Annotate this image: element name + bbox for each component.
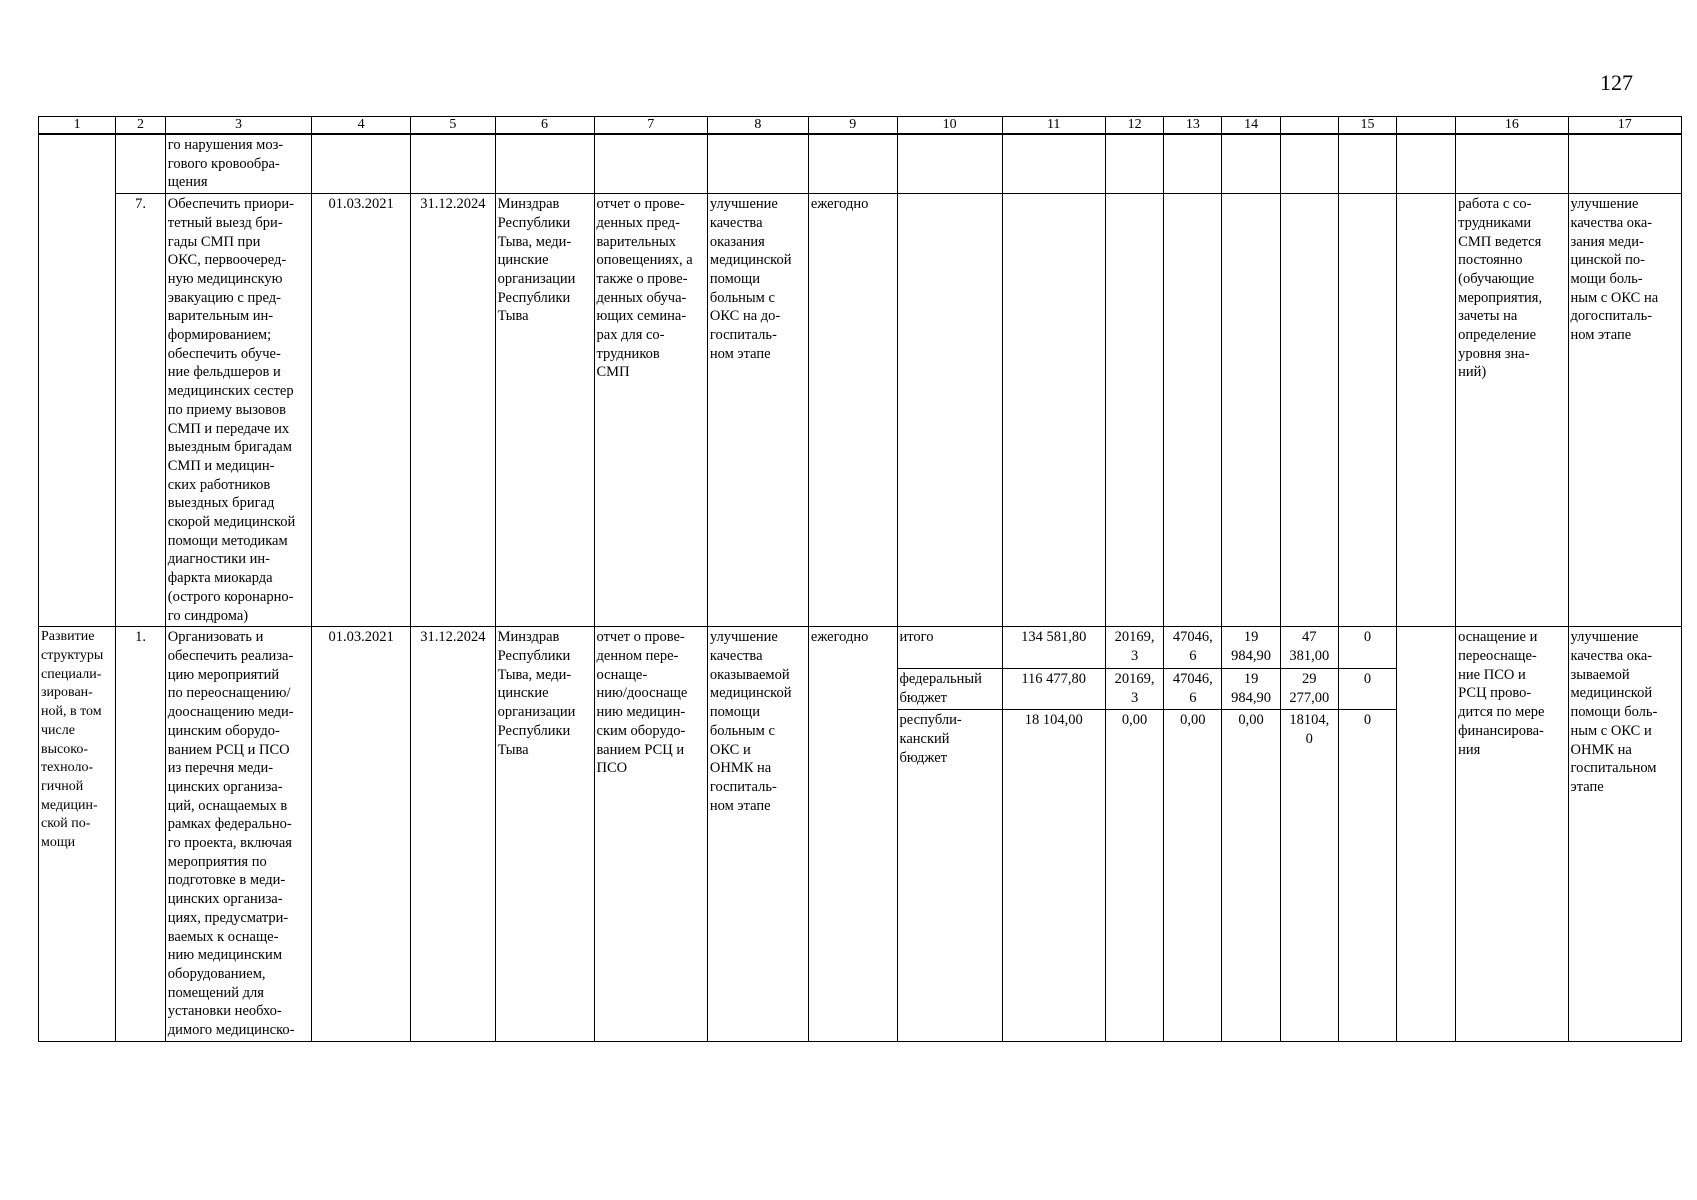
header-cell: 14 — [1222, 117, 1281, 135]
header-cell: 17 — [1568, 117, 1682, 135]
header-cell: 3 — [165, 117, 311, 135]
start-date: 01.03.2021 — [312, 194, 411, 627]
finance-2022: 47046, 6 — [1164, 668, 1222, 710]
result: отчет о прове- денных пред- варительных оповещениях, а также о прове- денных обуча- ющих семина- рах для со- трудников СМП — [594, 194, 707, 627]
finance-total: 18 104,00 — [1002, 710, 1105, 1041]
finance-total: 116 477,80 — [1002, 668, 1105, 710]
finance-total: 134 581,80 — [1002, 627, 1105, 669]
header-cell — [1397, 117, 1456, 135]
finance-2024: 47 381,00 — [1280, 627, 1338, 669]
finance-2024: 29 277,00 — [1280, 668, 1338, 710]
finance-2024: 18104, 0 — [1280, 710, 1338, 1041]
continuation-row — [39, 134, 1682, 194]
start-date: 01.03.2021 — [312, 627, 411, 1041]
header-cell: 6 — [495, 117, 594, 135]
expected-effect: улучшение качества ока- зываемой медицинской помощи боль- ным с ОКС и ОНМК на госпитальном этапе — [1568, 627, 1682, 1041]
finance-source: республи- канский бюджет — [897, 710, 1002, 1041]
header-cell: 11 — [1002, 117, 1105, 135]
header-cell: 13 — [1164, 117, 1222, 135]
task-text: Организовать и обеспечить реализа- цию мероприятий по переоснащению/ дооснащению меди- цинским оборудо- ванием РСЦ и ПСО из перечня меди- цинских организа- ций, оснащаемых в рамках федерально- го проекта, включая мероприятия по подготовке в меди- цинских организа- циях, предусматри- ваемых к оснаще- нию медицинским оборудованием, помещений для установки необхо- димого медицинско- — [165, 627, 311, 1041]
finance-2021: 0,00 — [1105, 710, 1164, 1041]
header-cell: 5 — [411, 117, 496, 135]
header-cell: 1 — [39, 117, 116, 135]
row-number: 7. — [116, 194, 165, 627]
periodicity: ежегодно — [808, 627, 897, 1041]
finance-source: федеральный бюджет — [897, 668, 1002, 710]
effect: улучшение качества оказания медицинской помощи больным с ОКС на до- госпиталь- ном этапе — [707, 194, 808, 627]
column-number-row — [39, 117, 1682, 135]
finance-2023: 0,00 — [1222, 710, 1281, 1041]
header-cell: 15 — [1338, 117, 1397, 135]
page-number: 127 — [1600, 70, 1633, 95]
header-cell — [1280, 117, 1338, 135]
executor: Минздрав Республики Тыва, меди- цинские организации Республики Тыва — [495, 627, 594, 1041]
expected-effect: улучшение качества ока- зания меди- цинской по- мощи боль- ным с ОКС на догоспиталь- ном этапе — [1568, 194, 1682, 627]
table-row — [39, 627, 1682, 669]
header-cell: 4 — [312, 117, 411, 135]
finance-2021: 20169, 3 — [1105, 668, 1164, 710]
finance-2021: 20169, 3 — [1105, 627, 1164, 669]
header-cell: 10 — [897, 117, 1002, 135]
task-text: Обеспечить приори- тетный выезд бри- гады СМП при ОКС, первоочеред- ную медицинскую эвакуацию с пред- варительным ин- формированием; обеспечить обуче- ние фельдшеров и медицинских сестер по приему вызовов СМП и передаче их выездным бригадам СМП и медицин- ских работников выездных бригад скорой медицинской помощи методикам диагностики ин- фаркта миокарда (острого коронарно- го синдрома) — [165, 194, 311, 627]
finance-2023: 19 984,90 — [1222, 668, 1281, 710]
executor: Минздрав Республики Тыва, меди- цинские организации Республики Тыва — [495, 194, 594, 627]
status-text: работа с со- трудниками СМП ведется постоянно (обучающие мероприятия, зачеты на определение уровня зна- ний) — [1456, 194, 1568, 627]
finance-2022: 47046, 6 — [1164, 627, 1222, 669]
finance-extra: 0 — [1338, 627, 1397, 669]
end-date: 31.12.2024 — [411, 627, 496, 1041]
finance-2022: 0,00 — [1164, 710, 1222, 1041]
action-plan-table — [38, 116, 1682, 1042]
task-text: го нарушения моз- гового кровообра- щения — [165, 134, 311, 194]
table-row — [39, 194, 1682, 627]
status-text: оснащение и переоснаще- ние ПСО и РСЦ прово- дится по мере финансирова- ния — [1456, 627, 1568, 1041]
effect: улучшение качества оказываемой медицинской помощи больным с ОКС и ОНМК на госпиталь- ном этапе — [707, 627, 808, 1041]
end-date: 31.12.2024 — [411, 194, 496, 627]
periodicity: ежегодно — [808, 194, 897, 627]
result: отчет о прове- денном пере- оснаще- нию/дооснаще нию медицин- ским оборудо- ванием РСЦ и ПСО — [594, 627, 707, 1041]
header-cell: 16 — [1456, 117, 1568, 135]
header-cell: 8 — [707, 117, 808, 135]
header-cell: 9 — [808, 117, 897, 135]
finance-source: итого — [897, 627, 1002, 669]
header-cell: 12 — [1105, 117, 1164, 135]
section-name: Развитие структуры специали- зирован- ной, в том числе высоко- техноло- гичной медицин- ской по- мощи — [39, 627, 116, 1041]
finance-extra: 0 — [1338, 710, 1397, 1041]
finance-2023: 19 984,90 — [1222, 627, 1281, 669]
row-number: 1. — [116, 627, 165, 1041]
header-cell: 7 — [594, 117, 707, 135]
header-cell: 2 — [116, 117, 165, 135]
finance-extra: 0 — [1338, 668, 1397, 710]
